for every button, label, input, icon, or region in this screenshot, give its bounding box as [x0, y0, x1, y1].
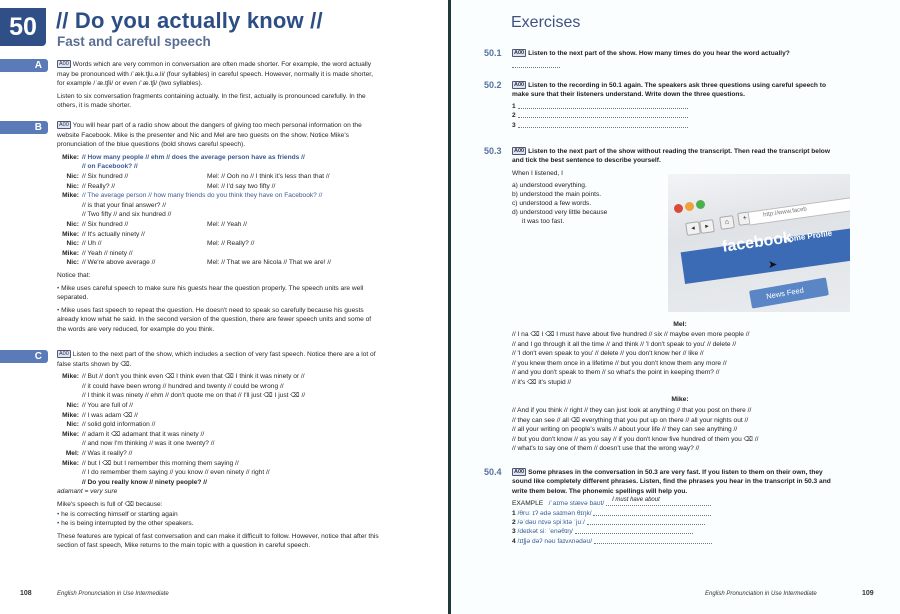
forward-icon: ▸ — [699, 219, 715, 234]
answer-field[interactable] — [575, 527, 693, 534]
dialogue-line: // and now I'm thinking // was it one twenty? // — [82, 440, 215, 448]
dialogue-line: Mel: // Was it really? // — [65, 449, 133, 457]
answer-field[interactable] — [518, 111, 688, 118]
facebook-photo — [668, 174, 850, 312]
dialogue-line: Mike: // How many people // ehm // does the average person have as friends // — [62, 153, 305, 161]
dialogue-line: Nic: // Uh // Mel: // Really? // — [66, 240, 255, 248]
audio-track-icon[interactable]: A00 — [514, 469, 525, 475]
dialogue-line: // on Facebook? // — [82, 163, 138, 171]
answer-field[interactable] — [512, 61, 560, 68]
exercise-number: 50.2 — [484, 80, 502, 90]
audio-track-icon[interactable]: A00 — [59, 61, 69, 67]
notice-heading: Notice that: — [57, 271, 91, 279]
exercise-50-3: A00 Listen to the next part of the show without reading the transcript. Then read the transcript below and tick the best sentence to describe yourself. When I listened, I a) understood everything. b) understood the main points. c) understood a few words. d) understood very little because it was too fast. — [512, 147, 832, 226]
section-c-dialogue — [57, 372, 379, 487]
news-feed-button: News Feed — [749, 277, 829, 308]
exercise-50-1: A00 Listen to the next part of the show. How many times do you hear the word actually? — [512, 49, 842, 71]
section-c-intro: Listen to the next part of the show, which includes a section of very fast speech. Notice there are a lot of false starts shown by ⌫. — [57, 351, 376, 368]
exercise-number: 50.4 — [484, 467, 502, 477]
book-title: English Pronunciation in Use Intermediate — [57, 591, 169, 597]
section-b — [57, 121, 379, 334]
add-tab-icon: + — [737, 211, 753, 226]
minimize-dot-icon — [685, 202, 694, 211]
left-page — [0, 0, 449, 614]
home-icon: ⌂ — [719, 215, 735, 230]
url-bar: http://www.faceb — [748, 196, 850, 225]
section-c — [57, 350, 379, 551]
dialogue-line: Mike: // adam it ⌫ adamant that it was ninety // — [62, 430, 205, 438]
because-bullet: • he is correcting himself or starting again — [57, 510, 379, 520]
answer-field[interactable] — [518, 102, 688, 109]
book-title: English Pronunciation in Use Intermediate — [705, 591, 817, 597]
section-tab-c: C — [0, 350, 48, 363]
dialogue-line: Nic: // Really? // Mel: // I'd say two fifty // — [66, 182, 276, 190]
dialogue-line: // Two fifty // and six hundred // — [82, 211, 172, 219]
because-bullet: • he is being interrupted by the other speakers. — [57, 519, 379, 529]
answer-field[interactable] — [587, 518, 705, 525]
dialogue-line: Nic: // solid gold information // — [66, 421, 156, 429]
exercises-heading: Exercises — [511, 14, 581, 31]
section-a-text — [57, 60, 377, 111]
option-b[interactable]: b) understood the main points. — [512, 191, 602, 199]
section-a-paragraph-1: Words which are very common in conversation are often made shorter. For example, the word actually may be pronounced with /ˈæk.tʃu.ə.li/ (four syllables) in careful speech. However, normally it is made shorter, for example /ˈæ.tʃli/ or even /ˈæ.tʃi/ (two syllables). — [57, 61, 373, 88]
dialogue-line: // I do remember them saying // you know // even ninety // right // — [82, 469, 270, 477]
answer-field[interactable] — [593, 509, 711, 516]
option-a[interactable]: a) understood everything. — [512, 182, 587, 190]
audio-track-icon[interactable]: A00 — [514, 50, 525, 56]
closing-paragraph: These features are typical of fast conversation and can make it difficult to follow. However, notice that after this section of fast speech, Mike returns to the main topic with a question in careful speech. — [57, 532, 379, 550]
dialogue-line: Nic: // Six hundred // Mel: // Ooh no // I think it's less than that // — [66, 172, 330, 180]
dialogue-line: Nic: // Six hundred // Mel: // Yeah // — [66, 220, 247, 228]
mel-transcript: // I na ⌫ I ⌫ I must have about five hundred // six // maybe even more people // // and I go through it all the time // and think // 'I don't speak to you' // delete // // 'I don't even speak to you' // delete // you don't know her // like // // you knew them once in a lifetime // but you don't know them any more // // and you don't speak to them // so what's the point in keeping them? // // it's ⌫ it's stupid // — [512, 331, 750, 386]
mouse-cursor-icon: ➤ — [768, 259, 778, 271]
facebook-nav: Home Profile — [782, 228, 833, 245]
dialogue-line: Nic: // You are full of // — [66, 401, 133, 409]
option-d[interactable]: d) understood very little because — [512, 209, 608, 217]
dialogue-line: Mike: // but I ⌫ but I remember this morning them saying // — [62, 459, 239, 467]
maximize-dot-icon — [696, 200, 705, 209]
notice-bullet: • Mike uses fast speech to repeat the question. He doesn't need to speak so carefully because his guests already know what he said. In the second version of the question, there are fewer speech units and some of the words are very reduced, for example do you think. — [57, 306, 379, 335]
answer-field[interactable] — [518, 121, 688, 128]
page-number: 108 — [20, 590, 32, 597]
facebook-logo: facebook — [721, 229, 794, 256]
section-tab-b: B — [0, 121, 48, 134]
dialogue-line: Mike: // The average person // how many friends do you think they have on Facebook? // — [62, 192, 323, 200]
section-a-paragraph-2: Listen to six conversation fragments containing actually. In the first, actually is pronounced carefully. In the others, it is made shorter. — [57, 92, 366, 110]
unit-number-badge: 50 — [0, 8, 46, 46]
dialogue-line: Nic: // We're above average // Mel: // That we are Nicola // That we are! // — [66, 259, 331, 267]
dialogue-line: // I think it was ninety // ehm // don't quote me on that // I'll just ⌫ I just ⌫ // — [82, 392, 306, 400]
exercise-number: 50.1 — [484, 48, 502, 58]
dialogue-line: // it could have been wrong // hundred and twenty // could be wrong // — [82, 382, 284, 390]
close-dot-icon — [674, 204, 683, 213]
notice-bullet: • Mike uses careful speech to make sure his guests hear the question properly. The speech units are well separated. — [57, 284, 379, 303]
back-icon: ◂ — [685, 221, 701, 236]
dialogue-line: Mike: // But // don't you think even ⌫ I think even that ⌫ I think it was ninety or // — [62, 373, 305, 381]
example-answer-field: I must have about — [606, 499, 711, 506]
dialogue-line: Mike: // It's actually ninety // — [62, 230, 145, 238]
because-intro: Mike's speech is full of ⌫ because: — [57, 500, 163, 508]
audio-track-icon[interactable]: A00 — [514, 82, 525, 88]
exercise-50-2: A00 Listen to the recording in 50.1 again. The speakers ask three questions using careful speech to make sure that their listeners understand. Write down the three questions. 1 2 3 — [512, 82, 826, 129]
exercise-50-4: A00 Some phrases in the conversation in 50.3 are very fast. If you listen to them on their own, they sound like completely different phrases. Listen, find the phrases you hear in the transcript in 50.3 and write them below. The phonemic spellings will help you. EXAMPLE /ˈaɪmə stævə baʊt/ I must have about 1 /θruː ɪʔ ədə saɪmən θɪŋk/ 2 /əˈdəʊ nɪvə spiːktə ˈjuː/ 3 /deɪkət siː ˈenəθɪŋ/ 4 /ɪtʃjə dəʔ nəʊ faɪvʌnədəʊ/ — [512, 469, 831, 545]
mike-heading: Mike: — [671, 396, 689, 403]
section-b-dialogue — [57, 153, 379, 268]
mike-transcript: // And if you think // right // they can just look at anything // that you post on there // // they can see // all ⌫ everything that you put up on there // all your nights out // // all your writing on people's walls // about your life // they can see anything // // but you don't know // as you say // if you don't know five hundred of them you ⌫ // // what's to say one of them // doesn't use that the wrong way? // — [512, 407, 759, 453]
mel-heading: Mel: — [673, 321, 687, 328]
exercise-number: 50.3 — [484, 146, 502, 156]
unit-subtitle: Fast and careful speech — [57, 34, 211, 49]
audio-track-icon[interactable]: A00 — [59, 122, 69, 128]
gloss: adamant = very sure — [57, 488, 118, 496]
option-c[interactable]: c) understood a few words. — [512, 200, 592, 208]
answer-field[interactable] — [594, 537, 712, 544]
dialogue-line: Mike: // I was adam ⌫ // — [62, 411, 138, 419]
audio-track-icon[interactable]: A00 — [514, 148, 525, 154]
dialogue-line: // Do you really know // ninety people? // — [82, 478, 207, 486]
page-number: 109 — [862, 590, 874, 597]
section-b-intro: You will hear part of a radio show about the dangers of giving too mech personal information on the website Facebook. Mike is the presenter and Nic and Mel are two guests on the show. Notice Mike's pronunciation of the blue questions (bold shows careful speech). — [57, 122, 362, 149]
dialogue-line: Mike: // Yeah // ninety // — [62, 249, 133, 257]
audio-track-icon[interactable]: A00 — [59, 351, 69, 357]
unit-title: // Do you actually know // — [56, 8, 323, 33]
section-tab-a: A — [0, 59, 48, 72]
dialogue-line: // is that your final answer? // — [82, 201, 166, 209]
